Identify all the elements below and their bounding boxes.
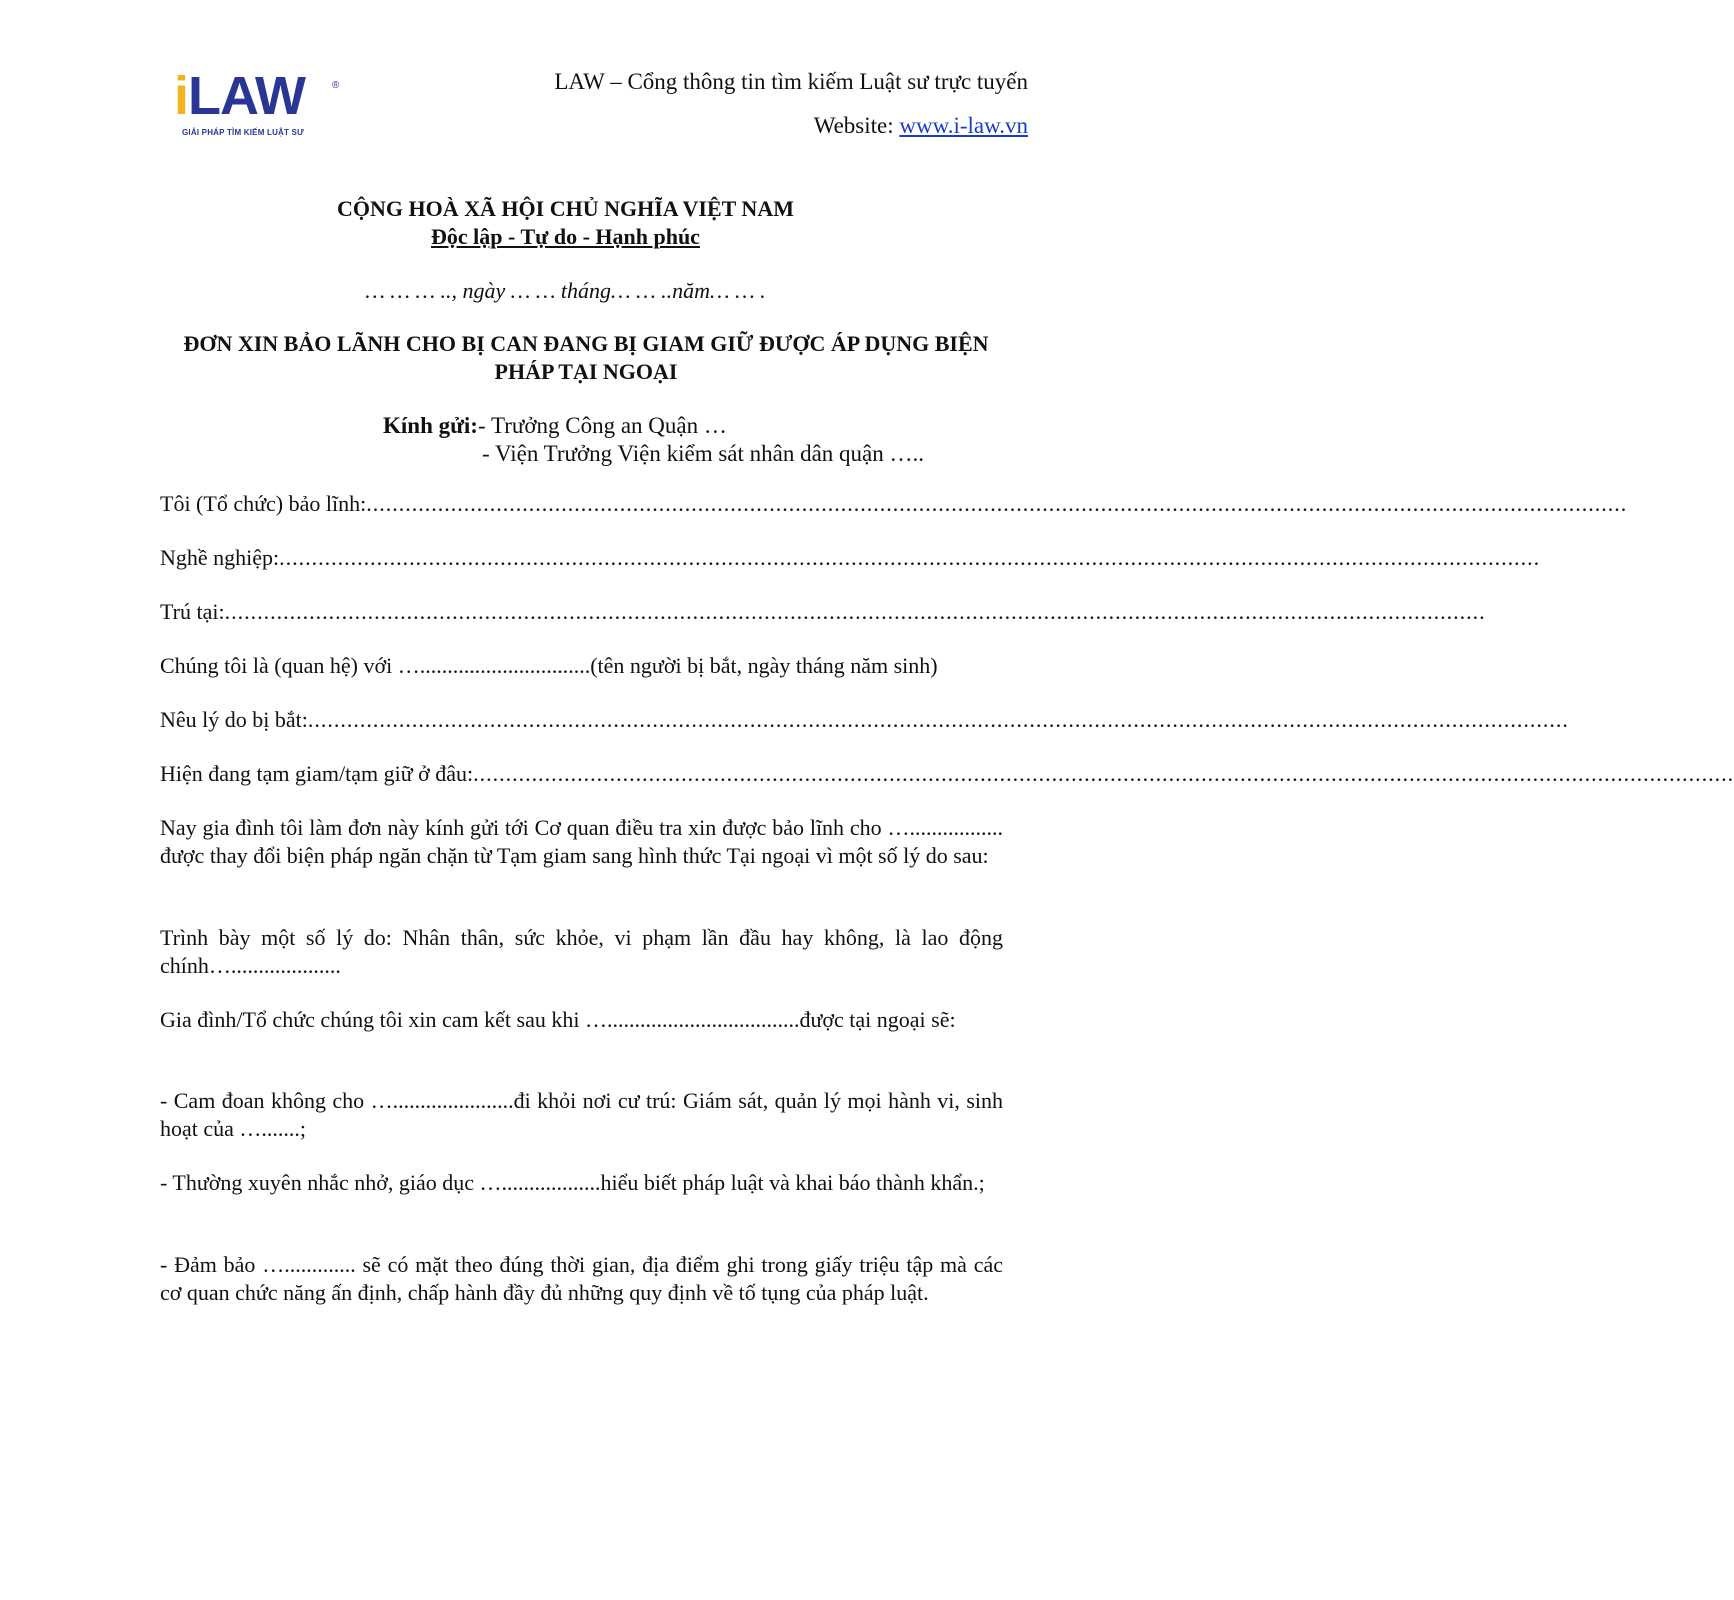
national-slogan: Độc lập - Tự do - Hạnh phúc xyxy=(431,224,700,249)
reasons-paragraph: Trình bày một số lý do: Nhân thân, sức khỏe, vi phạm lần đầu hay không, là lao động chính….................... xyxy=(160,925,1003,978)
recipient-2: - Viện Trưởng Viện kiểm sát nhân dân quận ….. xyxy=(482,441,925,466)
national-motto: CỘNG HOÀ XÃ HỘI CHỦ NGHĨA VIỆT NAM xyxy=(337,196,794,221)
commitment-item-3: - Đảm bảo …............. sẽ có mặt theo đúng thời gian, địa điểm ghi trong giấy triệu tập mà các cơ quan chức năng ấn định, chấp hành đầy đủ những quy định về tố tụng của pháp luật. xyxy=(160,1252,1003,1305)
detention-place-field: Hiện đang tạm giam/tạm giữ ở đâu: .................................................................................................................................................................................................. xyxy=(160,761,1734,786)
website-line xyxy=(554,112,1028,140)
recipient-1: - Trưởng Công an Quận … xyxy=(477,413,727,438)
recipients-block xyxy=(383,412,924,468)
request-paragraph: Nay gia đình tôi làm đơn này kính gửi tới Cơ quan điều tra xin được bảo lĩnh cho …................. được thay đổi biện pháp ngăn chặn từ Tạm giam sang hình thức Tại ngoại vì một số lý do sau: xyxy=(160,815,1003,868)
website-label: Website: xyxy=(813,113,900,138)
commitment-item-2: - Thường xuyên nhắc nhở, giáo dục …..................hiểu biết pháp luật và khai báo thành khẩn.; xyxy=(160,1170,985,1195)
recipients-label: Kính gửi: xyxy=(383,413,478,438)
logo-wordmark: iLAW xyxy=(174,66,305,126)
registered-mark-icon: ® xyxy=(332,80,340,91)
occupation-field: Nghề nghiệp: .................................................................................................................................................................................................. xyxy=(160,545,1541,570)
website-link[interactable]: www.i-law.vn xyxy=(899,113,1028,138)
arrest-reason-field: Nêu lý do bị bắt: .................................................................................................................................................................................................. xyxy=(160,707,1569,732)
date-line: … … … .., ngày … … tháng… … ..năm… … . xyxy=(365,278,766,303)
ilaw-logo xyxy=(172,66,344,142)
logo-tagline: GIẢI PHÁP TÌM KIẾM LUẬT SƯ xyxy=(182,128,304,137)
relation-field: Chúng tôi là (quan hệ) với …...............................(tên người bị bắt, ngày tháng năm sinh) xyxy=(160,653,938,678)
guarantor-field: Tôi (Tổ chức) bảo lĩnh: .................................................................................................................................................................................................. xyxy=(160,491,1628,516)
document-title: ĐƠN XIN BẢO LÃNH CHO BỊ CAN ĐANG BỊ GIAM GIỮ ĐƯỢC ÁP DỤNG BIỆN PHÁP TẠI NGOẠI xyxy=(183,331,989,384)
commitment-intro: Gia đình/Tổ chức chúng tôi xin cam kết sau khi …...................................được tại ngoại sẽ: xyxy=(160,1007,956,1032)
header-info xyxy=(554,66,1028,140)
residence-field: Trú tại: .................................................................................................................................................................................................. xyxy=(160,599,1486,624)
portal-line: LAW – Cổng thông tin tìm kiếm Luật sư trực tuyến xyxy=(554,69,1028,94)
commitment-item-1: - Cam đoan không cho …......................đi khỏi nơi cư trú: Giám sát, quản lý mọi hành vi, sinh hoạt của ….......; xyxy=(160,1088,1003,1141)
